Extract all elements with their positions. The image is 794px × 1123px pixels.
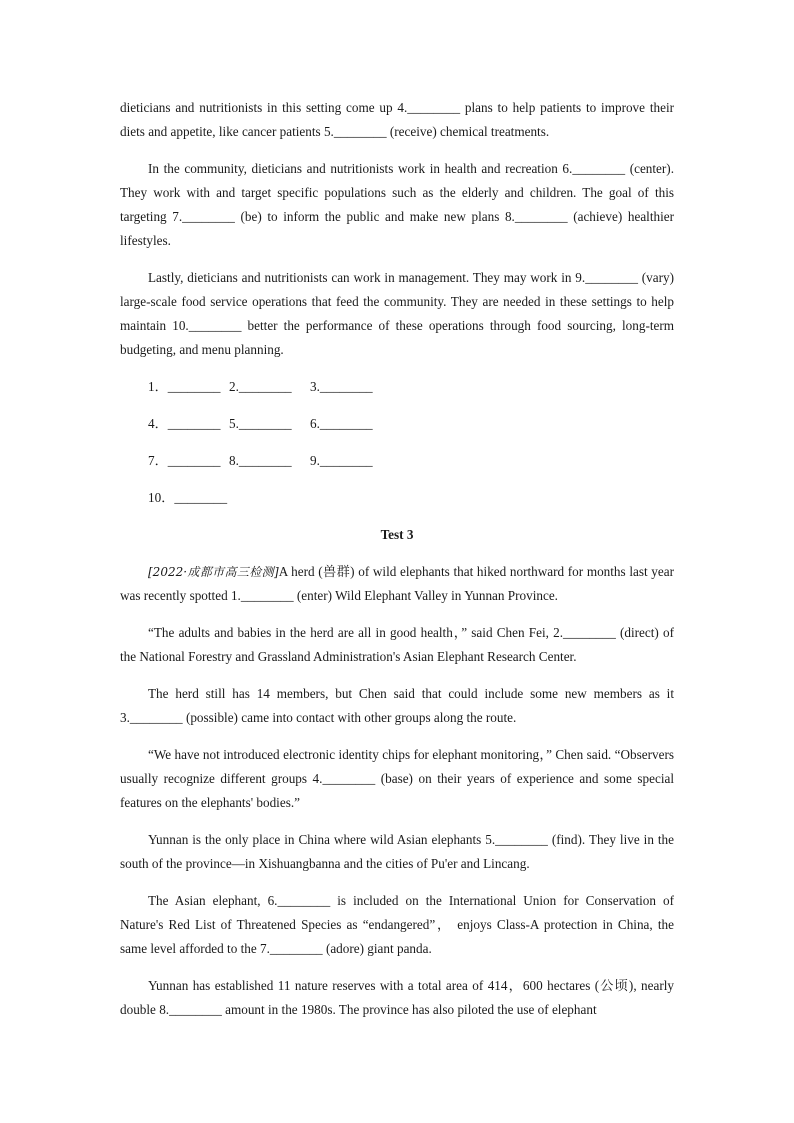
answer-blank-3[interactable]: 3.________ [310,379,373,394]
paragraph-a3: Lastly, dieticians and nutritionists can work in management. They may work in 9.________ (vary) large-scale food service operations that feed the community. They are needed in these settings to help maintain 10.________ better the performance of these operations through food sourcing, long-term budgeting, and menu planning. [120,270,674,357]
paragraph-a2: In the community, dieticians and nutritionists work in health and recreation 6.________ (center). They work with and target specific populations such as the elderly and children. The goal of this targeting 7.________ (be) to inform the public and make new plans 8.________ (achieve) healthier lifestyles. [120,161,674,248]
paragraph-t3-6: The Asian elephant, 6.________ is included on the International Union for Conservation of Nature's Red List of Threatened Species as “endangered”， enjoys Class-A protection in China, the same level afforded to the 7.________ (adore) giant panda. [120,893,674,956]
answer-blank-1[interactable]: 1．________ [148,379,221,394]
paragraph-t3-1 [120,560,674,608]
paragraph-t3-7: Yunnan has established 11 nature reserves with a total area of 414，600 hectares (公顷), nearly double 8.________ amount in the 1980s. The province has also piloted the use of elephant [120,978,674,1017]
answer-row [148,449,674,473]
answer-blank-9[interactable]: 9.________ [310,453,373,468]
answer-blank-8[interactable]: 8.________ [229,453,292,468]
paragraph-a1: dieticians and nutritionists in this setting come up 4.________ plans to help patients to improve their diets and appetite, like cancer patients 5.________ (receive) chemical treatments. [120,100,674,139]
source-tag: [2022·成都市高三检测] [148,565,279,579]
answer-row [148,375,674,399]
paragraph-t3-5: Yunnan is the only place in China where wild Asian elephants 5.________ (find). They live in the south of the province—in Xishuangbanna and the cities of Pu'er and Lincang. [120,832,674,871]
answer-blanks [148,375,674,510]
answer-blank-4[interactable]: 4．________ [148,416,221,431]
paragraph-t3-4: “We have not introduced electronic identity chips for elephant monitoring，” Chen said. “Observers usually recognize different groups 4.________ (base) on their years of experience and some special features on the elephants' bodies.” [120,747,674,810]
paragraph-t3-3: The herd still has 14 members, but Chen said that could include some new members as it 3.________ (possible) came into contact with other groups along the route. [120,686,674,725]
answer-row [148,486,674,510]
answer-blank-7[interactable]: 7．________ [148,453,221,468]
test-title: Test 3 [380,527,414,542]
answer-blank-2[interactable]: 2.________ [229,379,292,394]
answer-blank-5[interactable]: 5.________ [229,416,292,431]
paragraph-t3-2: “The adults and babies in the herd are all in good health，” said Chen Fei, 2.________ (direct) of the National Forestry and Grassland Administration's Asian Elephant Research Center. [120,625,674,664]
paragraph-t3-1-text: A herd (兽群) of wild elephants that hiked northward for months last year was recently spotted 1.________ (enter) Wild Elephant Valley in Yunnan Province. [120,564,675,603]
answer-blank-6[interactable]: 6.________ [310,416,373,431]
answer-row [148,412,674,436]
answer-blank-10[interactable]: 10．________ [148,490,228,505]
document-page [120,96,674,1035]
